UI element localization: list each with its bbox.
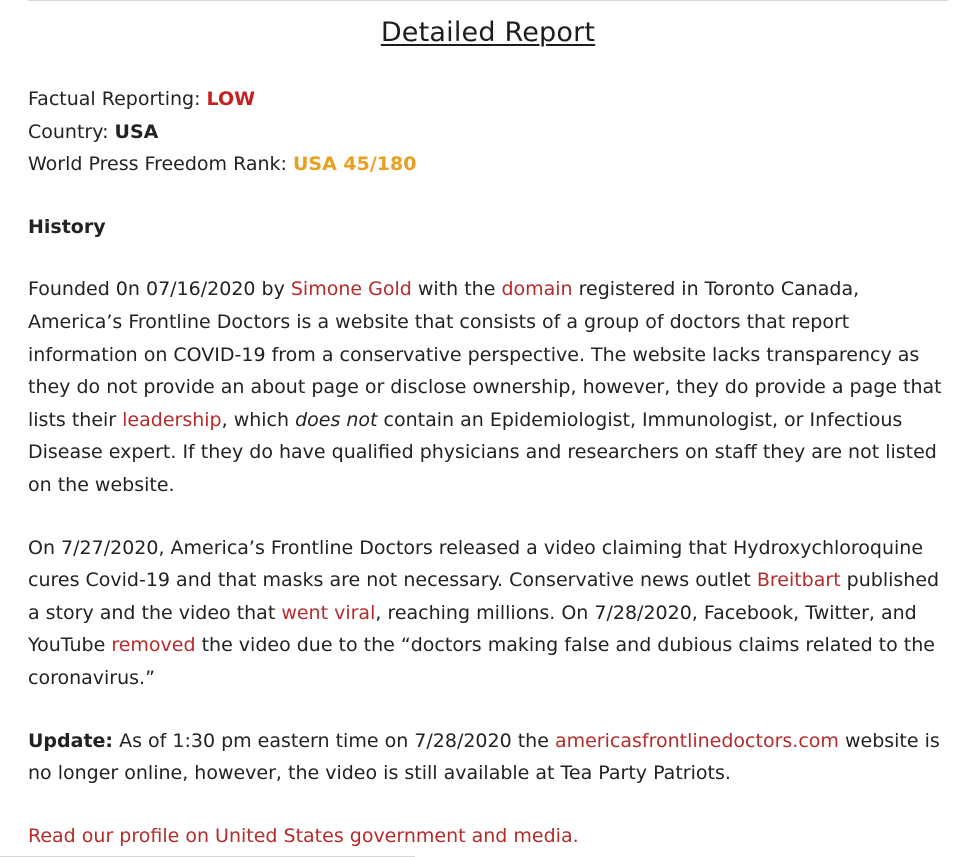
leadership-link[interactable]: leadership xyxy=(122,408,222,431)
factual-reporting-row xyxy=(28,83,948,116)
update-paragraph xyxy=(28,725,948,790)
press-freedom-value: USA 45/180 xyxy=(293,153,417,176)
text: registered in Toronto Canada, America’s Frontline Doctors is a website that consists of a group of doctors that report information on COVID-19 from a conservative perspective. The website lacks transparency as they do not provide an about page or disclose ownership, however, they do provide a page that lists their xyxy=(28,278,942,431)
website-link[interactable]: americasfrontlinedoctors.com xyxy=(554,729,839,752)
history-heading: History xyxy=(28,215,106,238)
history-paragraph-1 xyxy=(28,273,948,501)
text: On 7/27/2020, America’s Frontline Doctors released a video claiming that Hydroxychloroquine cures Covid-19 and that masks are not necessary. Conservative news outlet xyxy=(28,536,924,592)
text: contain an Epidemiologist, Immunologist, or Infectious Disease expert. If they do have qualified physicians and researchers on staff they are not listed on the website. xyxy=(28,408,937,496)
press-freedom-label: World Press Freedom Rank: xyxy=(28,153,293,176)
page-title: Detailed Report xyxy=(380,17,596,48)
text: website is no longer online, however, the video is still available at Tea Party Patriots. xyxy=(28,729,940,785)
profile-paragraph xyxy=(28,820,948,853)
history-paragraph-2 xyxy=(28,532,948,695)
press-freedom-row xyxy=(28,148,948,181)
text: Founded 0n 07/16/2020 by xyxy=(28,278,291,301)
simone-gold-link[interactable]: Simone Gold xyxy=(290,278,412,301)
update-label: Update: xyxy=(28,729,114,752)
profile-link[interactable]: Read our profile on United States government and media. xyxy=(28,824,579,847)
report-content xyxy=(28,14,948,852)
country-value: USA xyxy=(114,120,159,143)
report-meta xyxy=(28,83,948,181)
text: , reaching millions. On 7/28/2020, Facebook, Twitter, and YouTube xyxy=(28,601,917,657)
factual-reporting-value: LOW xyxy=(206,88,256,110)
text: As of 1:30 pm eastern time on 7/28/2020 the xyxy=(113,729,555,752)
emphasis-text: does not xyxy=(295,408,378,431)
text: published a story and the video that xyxy=(28,569,940,624)
removed-link[interactable]: removed xyxy=(111,634,196,657)
text: with the xyxy=(411,278,502,301)
country-label: Country: xyxy=(28,120,115,143)
country-row xyxy=(28,116,948,149)
domain-link[interactable]: domain xyxy=(501,278,573,301)
text: , which xyxy=(221,408,296,431)
factual-reporting-label: Factual Reporting: xyxy=(28,88,207,110)
went-viral-link[interactable]: went viral xyxy=(281,601,376,624)
top-divider xyxy=(28,0,948,1)
breitbart-link[interactable]: Breitbart xyxy=(756,569,841,592)
text: the video due to the “doctors making false and dubious claims related to the coronavirus.” xyxy=(28,634,935,689)
